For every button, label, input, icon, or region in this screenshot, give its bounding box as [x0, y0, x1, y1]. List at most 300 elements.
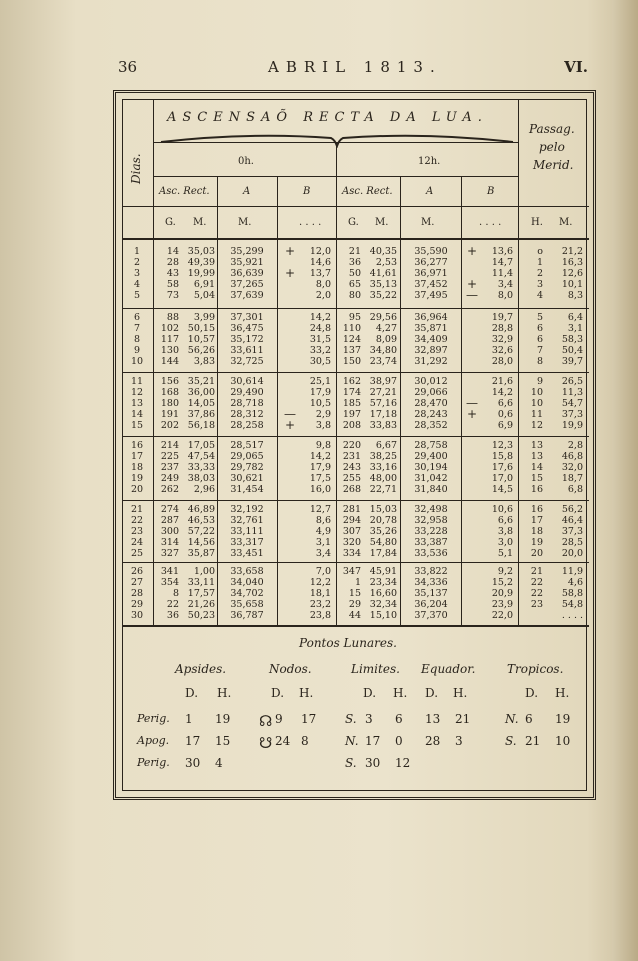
asc0-minutes-column: [183, 566, 215, 621]
asc0-minutes-cell: 49,39: [187, 257, 215, 268]
asc0-minutes-cell: 38,03: [187, 473, 215, 484]
node-day: 9: [275, 712, 283, 726]
asc12-degrees-cell: 197: [342, 409, 361, 420]
b12-value-cell: 14,5: [491, 484, 513, 495]
day-cell: 27: [130, 577, 144, 588]
b0-value-column: [299, 376, 331, 431]
unit-am0: M.: [238, 217, 252, 228]
asc12-degrees-cell: 110: [342, 323, 361, 334]
asc0-degrees-cell: 214: [160, 440, 179, 451]
asc0-minutes-cell: 50,23: [187, 610, 215, 621]
asc12-minutes-cell: 17,84: [369, 548, 397, 559]
b0-value-cell: 7,0: [315, 566, 331, 577]
b0-sign-column: [283, 376, 297, 431]
b12-value-cell: 6,6: [497, 398, 513, 409]
asc12-minutes-cell: 35,13: [369, 279, 397, 290]
a12-value-cell: 36,971: [414, 268, 448, 279]
b0-value-cell: 17,9: [309, 462, 331, 473]
passage-minutes-cell: 54,8: [561, 599, 583, 610]
b0-value-cell: 2,0: [315, 290, 331, 301]
a0-value-column: [223, 440, 271, 495]
a0-value-cell: 33,611: [230, 345, 264, 356]
equator-hour: 3: [455, 734, 463, 748]
passage-minutes-cell: 28,5: [561, 537, 583, 548]
asc0-degrees-column: [157, 504, 179, 559]
ephemeris-table-frame: [113, 90, 596, 800]
asc12-degrees-cell: 307: [342, 526, 361, 537]
b12-sign-cell: [465, 577, 479, 588]
day-cell: 10: [130, 356, 144, 367]
day-cell: 5: [133, 290, 141, 301]
passage-minutes-column: [547, 504, 583, 559]
b0-sign-cell: [283, 599, 297, 610]
dh-5d: D.: [525, 686, 539, 700]
limit-hour: 6: [395, 712, 403, 726]
passage-minutes-cell: 21,2: [561, 246, 583, 257]
dh-5h: H.: [555, 686, 570, 700]
b12-value-column: [481, 246, 513, 301]
b0-sign-cell: [283, 290, 297, 301]
a0-value-cell: 29,065: [230, 451, 264, 462]
asc12-minutes-cell: 57,16: [369, 398, 397, 409]
asc0-minutes-cell: 1,00: [193, 566, 215, 577]
passage-hours-column: [521, 566, 543, 621]
passage-hours-cell: [521, 610, 543, 621]
b0-sign-cell: [283, 537, 297, 548]
node-hour: 8: [301, 734, 309, 748]
b12-value-cell: 17,6: [491, 462, 513, 473]
b12-value-column: [481, 440, 513, 495]
b12-sign-cell: [465, 526, 479, 537]
asc0-minutes-cell: 2,96: [193, 484, 215, 495]
asc12-degrees-cell: 334: [342, 548, 361, 559]
b12-sign-cell: [465, 588, 479, 599]
passage-hours-column: [521, 312, 543, 367]
head-nodos: Nodos.: [269, 662, 312, 676]
unit-mh: M.: [559, 217, 573, 228]
day-column: [127, 376, 147, 431]
passage-hours-cell: 4: [536, 290, 543, 301]
asc12-minutes-cell: 48,00: [369, 473, 397, 484]
passage-minutes-cell: 3,1: [567, 323, 583, 334]
b0-sign-cell: [283, 387, 297, 398]
asc0-degrees-column: [157, 376, 179, 431]
day-cell: 12: [130, 387, 144, 398]
asc0-degrees-cell: 314: [160, 537, 179, 548]
col-head-b12: B: [487, 186, 495, 197]
apsis-label: Perig.: [137, 756, 170, 769]
a0-value-column: [223, 566, 271, 621]
passage-minutes-cell: 10,1: [561, 279, 583, 290]
b12-value-cell: 6,9: [497, 420, 513, 431]
asc12-degrees-cell: 1: [354, 577, 361, 588]
day-cell: 8: [133, 334, 141, 345]
a0-value-cell: 31,454: [230, 484, 264, 495]
passage-minutes-column: [547, 312, 583, 367]
b0-sign-cell: [283, 345, 297, 356]
passage-hours-cell: 9: [536, 376, 543, 387]
a0-value-cell: 33,658: [230, 566, 264, 577]
asc12-degrees-cell: 268: [342, 484, 361, 495]
b12-sign-cell: [465, 312, 479, 323]
b12-sign-cell: [465, 257, 479, 268]
passage-minutes-cell: 39,7: [561, 356, 583, 367]
unit-b12: . . . .: [479, 217, 502, 228]
asc12-minutes-column: [365, 440, 397, 495]
asc12-minutes-cell: 35,26: [369, 526, 397, 537]
a12-value-cell: 37,370: [414, 610, 448, 621]
asc12-minutes-column: [365, 566, 397, 621]
asc12-minutes-cell: 4,27: [375, 323, 397, 334]
apsis-label: Apog.: [137, 734, 170, 747]
asc0-minutes-cell: 3,99: [193, 312, 215, 323]
passage-minutes-cell: 4,6: [567, 577, 583, 588]
tropic-hour: 10: [555, 734, 571, 748]
b12-value-cell: 14,7: [491, 257, 513, 268]
b0-sign-cell: [283, 279, 297, 290]
b12-sign-cell: [465, 440, 479, 451]
b12-sign-cell: [465, 515, 479, 526]
asc0-degrees-cell: 130: [160, 345, 179, 356]
passage-minutes-cell: 11,3: [561, 387, 583, 398]
passage-minutes-cell: 26,5: [561, 376, 583, 387]
dias-label: Dias.: [129, 153, 143, 184]
asc0-minutes-cell: 46,53: [187, 515, 215, 526]
b12-value-cell: 5,1: [497, 548, 513, 559]
asc0-degrees-column: [157, 246, 179, 301]
tropic-direction: S.: [505, 734, 517, 748]
a0-value-cell: 28,517: [230, 440, 264, 451]
b0-sign-column: [283, 504, 297, 559]
passage-minutes-cell: 56,2: [561, 504, 583, 515]
col-head-a12: A: [426, 186, 434, 197]
asc0-degrees-cell: 58: [166, 279, 179, 290]
b0-value-cell: 8,6: [315, 515, 331, 526]
asc12-degrees-cell: 208: [342, 420, 361, 431]
b0-value-cell: 25,1: [309, 376, 331, 387]
asc0-degrees-cell: 225: [160, 451, 179, 462]
asc12-minutes-cell: 20,78: [369, 515, 397, 526]
b12-sign-cell: —: [466, 396, 478, 410]
asc12-minutes-cell: 45,91: [369, 566, 397, 577]
a0-value-cell: 28,258: [230, 420, 264, 431]
asc0-degrees-column: [157, 440, 179, 495]
asc12-degrees-cell: 231: [342, 451, 361, 462]
passage-minutes-cell: 37,3: [561, 409, 583, 420]
asc0-degrees-cell: 117: [160, 334, 179, 345]
asc12-minutes-cell: 33,16: [369, 462, 397, 473]
a0-value-cell: 37,639: [230, 290, 264, 301]
passage-hours-cell: 8: [536, 356, 543, 367]
asc12-degrees-cell: 174: [342, 387, 361, 398]
asc12-degrees-cell: 21: [348, 246, 361, 257]
hour-12-head: 12h.: [418, 156, 441, 167]
col-head-a0: A: [243, 186, 251, 197]
asc12-minutes-column: [365, 376, 397, 431]
day-cell: 21: [130, 504, 144, 515]
passage-minutes-cell: 37,3: [561, 526, 583, 537]
asc12-degrees-cell: 95: [348, 312, 361, 323]
passage-hours-cell: 22: [530, 588, 543, 599]
b0-sign-cell: [283, 588, 297, 599]
b12-sign-cell: [465, 345, 479, 356]
day-cell: 17: [130, 451, 144, 462]
asc12-minutes-cell: 8,09: [375, 334, 397, 345]
day-cell: 29: [130, 599, 144, 610]
asc12-minutes-cell: 32,34: [369, 599, 397, 610]
b12-value-cell: 9,2: [497, 566, 513, 577]
b12-sign-cell: [465, 504, 479, 515]
page-gutter: [612, 0, 638, 961]
asc0-minutes-column: [183, 440, 215, 495]
b12-value-column: [481, 312, 513, 367]
passage-minutes-cell: 46,8: [561, 451, 583, 462]
asc0-minutes-cell: 56,18: [187, 420, 215, 431]
limit-direction: N.: [345, 734, 359, 748]
b12-value-cell: 21,6: [491, 376, 513, 387]
a12-value-cell: 32,897: [414, 345, 448, 356]
tropic-day: 21: [525, 734, 541, 748]
unit-g0: G.: [165, 217, 176, 228]
asc0-degrees-cell: 202: [160, 420, 179, 431]
b12-sign-cell: [465, 462, 479, 473]
dh-3h: H.: [393, 686, 408, 700]
b0-value-cell: 17,5: [309, 473, 331, 484]
b12-value-cell: 3,4: [497, 279, 513, 290]
day-cell: 13: [130, 398, 144, 409]
asc12-degrees-cell: 50: [348, 268, 361, 279]
passage-hours-cell: 21: [530, 566, 543, 577]
passag-label-2: pelo: [539, 140, 565, 154]
b12-value-cell: 6,6: [497, 515, 513, 526]
asc12-minutes-cell: 2,53: [375, 257, 397, 268]
limit-direction: S.: [345, 756, 357, 770]
col-head-asc0: Asc. Rect.: [159, 186, 210, 197]
passage-minutes-cell: 2,8: [567, 440, 583, 451]
b0-value-cell: 10,5: [309, 398, 331, 409]
asc12-degrees-cell: 255: [342, 473, 361, 484]
asc12-degrees-cell: 15: [348, 588, 361, 599]
a12-value-cell: 33,822: [414, 566, 448, 577]
asc12-minutes-cell: 15,03: [369, 504, 397, 515]
day-cell: 25: [130, 548, 144, 559]
b12-value-cell: 15,8: [491, 451, 513, 462]
passage-hours-cell: 23: [530, 599, 543, 610]
day-column: [127, 312, 147, 367]
a12-value-cell: 31,042: [414, 473, 448, 484]
passage-minutes-cell: 11,9: [561, 566, 583, 577]
asc0-minutes-cell: 47,54: [187, 451, 215, 462]
b12-sign-cell: [465, 473, 479, 484]
asc12-minutes-cell: 34,80: [369, 345, 397, 356]
dh-1d: D.: [185, 686, 199, 700]
b0-sign-cell: [283, 610, 297, 621]
b12-value-cell: 11,4: [491, 268, 513, 279]
passage-hours-cell: 17: [530, 515, 543, 526]
asc12-minutes-cell: 23,74: [369, 356, 397, 367]
asc0-minutes-cell: 46,89: [187, 504, 215, 515]
passage-hours-cell: 20: [530, 548, 543, 559]
a0-value-cell: 36,639: [230, 268, 264, 279]
passage-hours-column: [521, 440, 543, 495]
passage-hours-cell: 6: [536, 323, 543, 334]
day-cell: 23: [130, 526, 144, 537]
unit-g12: G.: [348, 217, 359, 228]
asc12-minutes-cell: 16,60: [369, 588, 397, 599]
a12-value-cell: 28,243: [414, 409, 448, 420]
b0-value-cell: 12,0: [309, 246, 331, 257]
hour-0-head: 0h.: [238, 156, 254, 167]
b0-sign-cell: [283, 577, 297, 588]
b0-sign-cell: +: [284, 266, 296, 280]
asc12-degrees-cell: 124: [342, 334, 361, 345]
passage-hours-cell: 19: [530, 537, 543, 548]
day-cell: 24: [130, 537, 144, 548]
a0-value-column: [223, 312, 271, 367]
b0-value-cell: 9,8: [315, 440, 331, 451]
a12-value-cell: 36,277: [414, 257, 448, 268]
b12-value-cell: 32,9: [491, 334, 513, 345]
a12-value-cell: 28,470: [414, 398, 448, 409]
a0-value-cell: 33,317: [230, 537, 264, 548]
b12-value-column: [481, 566, 513, 621]
b12-value-cell: 20,9: [491, 588, 513, 599]
b0-sign-cell: [283, 484, 297, 495]
day-cell: 2: [133, 257, 141, 268]
b12-sign-column: [465, 504, 479, 559]
node-symbol: ☋: [259, 734, 273, 752]
a12-value-cell: 32,498: [414, 504, 448, 515]
a12-value-cell: 28,758: [414, 440, 448, 451]
b0-sign-cell: [283, 462, 297, 473]
node-hour: 17: [301, 712, 317, 726]
a0-value-cell: 29,490: [230, 387, 264, 398]
day-cell: 30: [130, 610, 144, 621]
asc12-minutes-column: [365, 504, 397, 559]
limit-day: 30: [365, 756, 381, 770]
asc12-minutes-cell: 33,83: [369, 420, 397, 431]
asc12-degrees-cell: 137: [342, 345, 361, 356]
b0-sign-cell: [283, 334, 297, 345]
asc12-minutes-cell: 35,22: [369, 290, 397, 301]
b12-sign-cell: [465, 451, 479, 462]
day-cell: 11: [130, 376, 144, 387]
b0-value-cell: 4,9: [315, 526, 331, 537]
day-cell: 18: [130, 462, 144, 473]
b0-value-column: [299, 312, 331, 367]
b0-sign-column: [283, 246, 297, 301]
b0-value-cell: 12,2: [309, 577, 331, 588]
asc0-degrees-cell: 237: [160, 462, 179, 473]
a12-value-cell: 29,400: [414, 451, 448, 462]
b0-sign-cell: +: [284, 418, 296, 432]
a12-value-cell: 33,387: [414, 537, 448, 548]
b0-value-cell: 3,8: [315, 420, 331, 431]
b0-sign-column: [283, 566, 297, 621]
asc0-minutes-cell: 35,03: [187, 246, 215, 257]
equator-hour: 21: [455, 712, 471, 726]
a0-value-cell: 34,702: [230, 588, 264, 599]
lunar-title: Pontos Lunares.: [299, 636, 397, 650]
passage-minutes-cell: 6,8: [567, 484, 583, 495]
asc0-minutes-cell: 33,33: [187, 462, 215, 473]
apsis-hour: 15: [215, 734, 231, 748]
passage-minutes-cell: 58,8: [561, 588, 583, 599]
asc12-degrees-cell: 347: [342, 566, 361, 577]
asc0-degrees-cell: 262: [160, 484, 179, 495]
signature-mark: VI.: [564, 58, 588, 76]
a12-value-cell: 35,137: [414, 588, 448, 599]
asc0-minutes-cell: 6,91: [193, 279, 215, 290]
a12-value-column: [407, 504, 455, 559]
unit-m12: M.: [375, 217, 389, 228]
asc12-minutes-column: [365, 246, 397, 301]
asc12-minutes-cell: 15,10: [369, 610, 397, 621]
passage-hours-cell: 3: [536, 279, 543, 290]
b0-value-cell: 24,8: [309, 323, 331, 334]
b12-value-cell: 22,0: [491, 610, 513, 621]
dh-3d: D.: [363, 686, 377, 700]
b0-sign-cell: [283, 548, 297, 559]
asc0-degrees-cell: 144: [160, 356, 179, 367]
asc0-degrees-cell: 191: [160, 409, 179, 420]
unit-m0: M.: [193, 217, 207, 228]
a0-value-column: [223, 504, 271, 559]
asc0-minutes-column: [183, 246, 215, 301]
asc12-minutes-cell: 22,71: [369, 484, 397, 495]
passage-hours-cell: 22: [530, 577, 543, 588]
ephemeris-table: [122, 99, 587, 791]
passage-hours-cell: 14: [530, 462, 543, 473]
asc12-degrees-cell: 320: [342, 537, 361, 548]
day-cell: 15: [130, 420, 144, 431]
a0-value-column: [223, 376, 271, 431]
b0-value-cell: 14,6: [309, 257, 331, 268]
asc0-minutes-cell: 35,21: [187, 376, 215, 387]
a0-value-cell: 35,658: [230, 599, 264, 610]
b0-value-cell: 14,2: [309, 451, 331, 462]
day-column: [127, 504, 147, 559]
asc12-degrees-cell: 36: [348, 257, 361, 268]
passage-minutes-cell: 12,6: [561, 268, 583, 279]
b12-value-cell: 17,0: [491, 473, 513, 484]
asc12-degrees-cell: 29: [348, 599, 361, 610]
b0-value-cell: 8,0: [315, 279, 331, 290]
b0-value-cell: 12,7: [309, 504, 331, 515]
apsis-day: 30: [185, 756, 201, 770]
dh-2h: H.: [299, 686, 314, 700]
b0-value-cell: 23,2: [309, 599, 331, 610]
b0-value-cell: 2,9: [315, 409, 331, 420]
b0-value-column: [299, 566, 331, 621]
day-cell: 6: [133, 312, 141, 323]
passage-minutes-cell: 54,7: [561, 398, 583, 409]
apsis-label: Perig.: [137, 712, 170, 725]
limit-day: 3: [365, 712, 373, 726]
a12-value-cell: 32,958: [414, 515, 448, 526]
b12-sign-cell: [465, 323, 479, 334]
day-cell: 7: [133, 323, 141, 334]
tropic-day: 6: [525, 712, 533, 726]
passage-hours-cell: 2: [536, 268, 543, 279]
b12-sign-cell: +: [466, 244, 478, 258]
b0-sign-cell: [283, 504, 297, 515]
a0-value-cell: 37,265: [230, 279, 264, 290]
month-title: ABRIL 1813.: [268, 58, 442, 76]
b12-sign-cell: [465, 334, 479, 345]
asc0-minutes-cell: 56,26: [187, 345, 215, 356]
day-cell: 1: [133, 246, 141, 257]
